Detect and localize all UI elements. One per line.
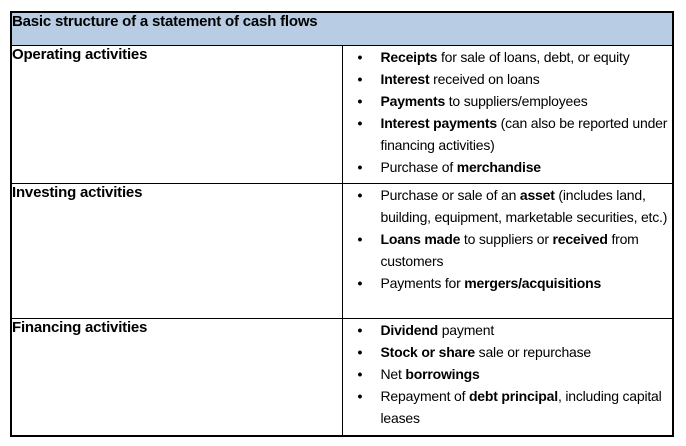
activity-label: Operating activities — [12, 45, 148, 63]
bullet-text: Receipts for sale of loans, debt, or equity — [380, 48, 630, 65]
bullet-icon: • — [357, 343, 363, 360]
bullet-text: Repayment of debt principal, including capital leases — [380, 387, 662, 426]
bullet-text: Stock or share sale or repurchase — [380, 343, 592, 360]
cash-flow-table-header — [11, 12, 673, 45]
activity-label-cell — [11, 45, 342, 183]
bullet-item — [343, 184, 673, 228]
bullet-icon: • — [357, 92, 363, 109]
bullet-icon: • — [357, 48, 363, 65]
header-row — [11, 12, 673, 45]
bullet-item — [343, 68, 673, 90]
cash-flow-table — [10, 11, 674, 437]
bullet-item — [343, 319, 673, 341]
bullet-item — [343, 272, 673, 294]
bullet-icon: • — [357, 387, 363, 404]
bullet-text: Payments to suppliers/employees — [380, 92, 588, 109]
bullet-list — [343, 319, 673, 429]
bullet-item — [343, 90, 673, 112]
activity-items-cell — [342, 45, 673, 183]
bullet-text: Payments for mergers/acquisitions — [380, 274, 602, 291]
bullet-text: Dividend payment — [380, 321, 495, 338]
activity-label-cell — [11, 318, 342, 436]
bullet-icon: • — [357, 114, 363, 131]
bullet-text: Interest received on loans — [380, 70, 540, 87]
bullet-item — [343, 46, 673, 68]
bullet-text: Net borrowings — [380, 365, 480, 382]
table-row-financing — [11, 318, 673, 436]
bullet-list — [343, 46, 673, 178]
bullet-icon: • — [357, 365, 363, 382]
bullet-icon: • — [357, 158, 363, 175]
activity-label-cell — [11, 183, 342, 318]
activity-items-cell — [342, 183, 673, 318]
table-row-investing — [11, 183, 673, 318]
bullet-item — [343, 385, 673, 429]
cash-flow-table-body — [11, 45, 673, 436]
table-row-operating — [11, 45, 673, 183]
bullet-item — [343, 363, 673, 385]
bullet-item — [343, 112, 673, 156]
bullet-item — [343, 228, 673, 272]
bullet-text: Interest payments (can also be reported under financing activities) — [380, 114, 668, 153]
bullet-text: Purchase or sale of an asset (includes land, building, equipment, marketable securities, etc.) — [380, 186, 668, 225]
bullet-icon: • — [357, 230, 363, 247]
bullet-text: Loans made to suppliers or received from customers — [380, 230, 639, 269]
table-title: Basic structure of a statement of cash flows — [11, 12, 673, 45]
bullet-text: Purchase of merchandise — [380, 158, 541, 175]
activity-label: Financing activities — [12, 318, 148, 336]
bullet-icon: • — [357, 321, 363, 338]
bullet-item — [343, 156, 673, 178]
bullet-icon: • — [357, 274, 363, 291]
bullet-item — [343, 341, 673, 363]
bullet-list — [343, 184, 673, 294]
activity-items-cell — [342, 318, 673, 436]
activity-label: Investing activities — [12, 183, 143, 201]
bullet-icon: • — [357, 186, 363, 203]
bullet-icon: • — [357, 70, 363, 87]
